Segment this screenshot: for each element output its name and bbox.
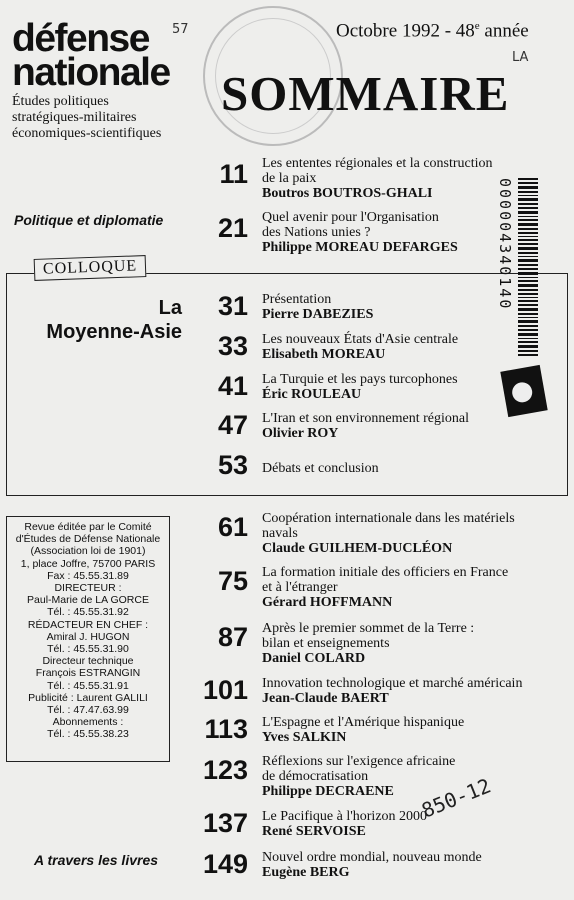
editorial-line: Tél. : 45.55.31.92 [47, 606, 129, 619]
barcode-bar [518, 191, 538, 193]
author: Philippe DECRAENE [262, 784, 394, 799]
barcode-bar [518, 243, 538, 245]
page-number: 149 [202, 849, 248, 879]
editorial-line: François ESTRANGIN [35, 667, 141, 680]
editorial-line: Tél. : 45.55.31.91 [47, 679, 129, 692]
barcode-number: 0000043401​40 [496, 178, 514, 311]
barcode-bar [518, 232, 538, 234]
barcode-bar [518, 211, 538, 214]
barcode-bar [518, 354, 538, 356]
editorial-line: Fax : 45.55.31.89 [47, 569, 129, 582]
brand-subtitle-line: économiques-scientifiques [12, 126, 162, 141]
page-number: 75 [217, 566, 248, 596]
author: Yves SALKIN [262, 730, 347, 745]
barcode-bar [518, 228, 538, 230]
brand-line-2: nationale [12, 51, 170, 94]
barcode-bar [518, 280, 538, 282]
brand-line-1: défense [12, 17, 149, 60]
barcode-bar [518, 277, 538, 278]
page-number: 41 [217, 371, 248, 401]
barcode-bar [518, 256, 538, 257]
editorial-box [6, 516, 170, 762]
brand-subtitle-line: stratégiques-militaires [12, 110, 137, 125]
barcode-bar [518, 186, 538, 189]
barcode-bar [518, 300, 538, 302]
author: Philippe MOREAU DEFARGES [262, 240, 458, 255]
barcode-bar [518, 289, 538, 291]
author: Eugène BERG [262, 865, 350, 880]
barcode-bar [518, 268, 538, 270]
handwritten-la: LA [512, 50, 529, 65]
barcode-bar [518, 223, 538, 226]
page-number: 101 [202, 675, 248, 705]
barcode-bar [518, 338, 538, 339]
barcode-bar [518, 207, 538, 209]
brand-subtitle-line: Études politiques [12, 94, 109, 109]
editorial-line: Tél. : 45.55.38.23 [47, 728, 129, 741]
page-title: SOMMAIRE [221, 66, 510, 121]
editorial-line: Directeur technique [42, 655, 134, 668]
page-number: 123 [202, 755, 248, 785]
editorial-line: Tél. : 45.55.31.90 [47, 643, 129, 656]
section-politique: Politique et diplomatie [14, 212, 164, 228]
barcode-bar [518, 247, 538, 250]
barcode-bar [518, 304, 538, 306]
barcode-bar [518, 216, 538, 217]
barcode-bars [518, 178, 538, 358]
editorial-line: d'Études de Défense Nationale [15, 533, 161, 546]
barcode-bar [518, 308, 538, 311]
editorial-line: DIRECTEUR : [54, 582, 122, 595]
barcode-bar [518, 178, 538, 180]
handwritten-number: 57 [172, 22, 189, 37]
barcode-bar [518, 195, 538, 196]
author: Daniel COLARD [262, 651, 366, 666]
editorial-line: Publicité : Laurent GALILI [28, 691, 148, 704]
barcode-bar [518, 317, 538, 318]
barcode-bar [518, 341, 538, 343]
barcode-bar [518, 264, 538, 266]
section-livres: A travers les livres [34, 852, 159, 868]
colloque-tag: COLLOQUE [34, 255, 147, 281]
barcode-bar [518, 259, 538, 262]
author: Boutros BOUTROS-GHALI [262, 186, 433, 201]
contents-page: défense nationale Études politiques stratégiques-militaires économiques-scientifiques 57 LA Octobre 1992 - 48e année SOMMAIRE Politique et diplomatie COLLOQUE La Moyenne-Asie A travers les livres 11 Les ententes régionales et la construction de la paix Boutros BOUTROS-GHALI 21 Quel avenir pour l'Organisation des Nations unies ? Philippe MOREAU DEFARGES 31 Présentation Pierre DABEZIES 33 Les nouveaux États d'Asie centrale Elisabeth MOREAU 41 La Turquie et les pays turcophones Éric ROULEAU 47 L'Iran et son environnement régional Olivier ROY 53 Débats et conclusion 61 Coopération internationale dans les matériels navals Claude GUILHEM-DUCLÉON 75 La formation initiale des officiers en France et à l'étranger Gérard HOFFMANN 87 Après le premier sommet de la Terre : bilan et enseignements Daniel COLARD 101 Innovation technologique et marché américain Jean-Claude BAERT 113 L'Espagne et l'Amérique hispanique Yves SALKIN 123 Réflexions sur l'exigence africaine de démocratisation Philippe DECRAENE 137 Le Pacifique à l'horizon 2000 René SERVOISE 149 Nouvel ordre mondial, nouveau monde Eugène BERG Revue éditée par le Comité d'Études de Défense Nationale (Association loi de 1901) 1, place Joffre, 75700 PARIS Fax : 45.55.31.89 DIRECTEUR : Paul-Marie de LA GORCE Tél. : 45.55.31.92 RÉDACTEUR EN CHEF : Amiral J. HUGON Tél. : 45.55.31.90 Directeur technique François ESTRANGIN Tél. : 45.55.31.91 Publicité : Laurent GALILI Tél. : 47.47.63.99 Abonnements : Tél. : 45.55.38.23 0000043401​40 850-12 [0, 0, 574, 900]
author: Gérard HOFFMANN [262, 595, 393, 610]
barcode-bar [518, 313, 538, 315]
page-number: 31 [217, 291, 248, 321]
page-number: 113 [204, 714, 248, 744]
author: Éric ROULEAU [262, 387, 362, 402]
barcode-bar [518, 297, 538, 298]
barcode-bar [518, 198, 538, 201]
page-number: 47 [217, 410, 248, 440]
author: Claude GUILHEM-DUCLÉON [262, 541, 453, 556]
barcode-sticker [468, 178, 548, 428]
page-number: 87 [217, 622, 248, 652]
barcode-bar [518, 239, 538, 241]
editorial-line: Amiral J. HUGON [46, 630, 130, 643]
barcode-bar [518, 320, 538, 323]
library-label-icon [500, 365, 547, 417]
editorial-line: Abonnements : [52, 716, 124, 729]
editorial-line: Revue éditée par le Comité [24, 521, 152, 533]
barcode-bar [518, 272, 538, 275]
editorial-line: Tél. : 47.47.63.99 [47, 704, 129, 717]
author: Jean-Claude BAERT [262, 691, 389, 706]
colloque-title: La Moyenne-Asie [46, 297, 182, 343]
handwritten-call-number: 850-12 [418, 773, 495, 823]
page-number: 33 [217, 331, 248, 361]
barcode-bar [518, 284, 538, 287]
page-number: 11 [219, 159, 248, 189]
editorial-line: (Association loi de 1901) [30, 545, 146, 558]
issue-date: Octobre 1992 - 48e année [336, 20, 529, 42]
author: Elisabeth MOREAU [262, 347, 386, 362]
author: René SERVOISE [262, 824, 366, 839]
page-number: 137 [202, 808, 248, 838]
barcode-bar [518, 182, 538, 184]
barcode-bar [518, 219, 538, 221]
barcode-bar [518, 333, 538, 336]
editorial-line: Paul-Marie de LA GORCE [27, 594, 149, 607]
barcode-bar [518, 325, 538, 327]
author: Pierre DABEZIES [262, 307, 374, 322]
barcode-bar [518, 203, 538, 205]
barcode-bar [518, 345, 538, 348]
editorial-line: RÉDACTEUR EN CHEF : [27, 618, 149, 631]
barcode-bar [518, 293, 538, 295]
page-number: 21 [217, 213, 248, 243]
barcode-bar [518, 236, 538, 237]
journal-brand [12, 17, 212, 142]
author: Olivier ROY [262, 426, 339, 441]
barcode-bar [518, 329, 538, 331]
page-number: 61 [217, 512, 248, 542]
page-number: 53 [217, 450, 248, 480]
editorial-line: 1, place Joffre, 75700 PARIS [20, 557, 156, 570]
barcode-bar [518, 252, 538, 254]
barcode-bar [518, 350, 538, 352]
brand-subtitle [12, 94, 212, 142]
